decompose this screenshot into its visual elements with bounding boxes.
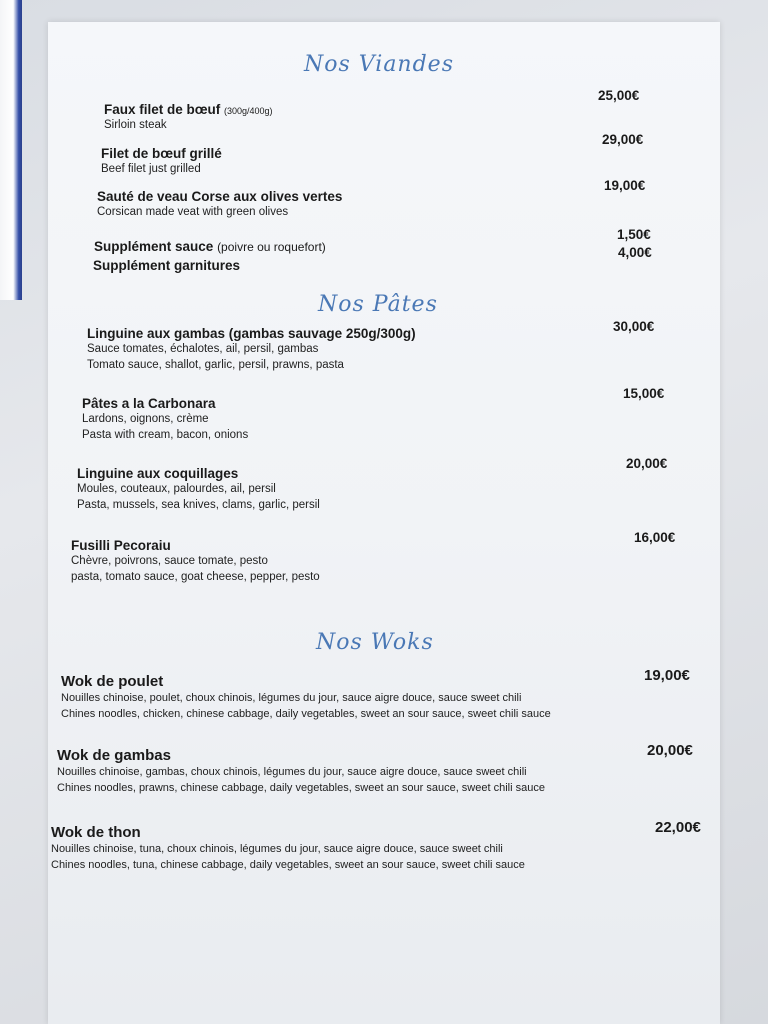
item-name: Filet de bœuf grillé (101, 146, 222, 161)
item-description: Nouilles chinoise, poulet, choux chinois, légumes du jour, sauce aigre douce, sauce sweet chili (61, 692, 522, 704)
item-name: Supplément garnitures (93, 258, 241, 273)
item-price: 20,00€ (626, 456, 668, 471)
section-title-woks: Nos Woks (316, 630, 434, 655)
item-description: Nouilles chinoise, gambas, choux chinois, légumes du jour, sauce aigre douce, sauce sweet chili (57, 766, 527, 778)
item-description: Sauce tomates, échalotes, ail, persil, gambas (87, 343, 319, 355)
item-description: Nouilles chinoise, tuna, choux chinois, légumes du jour, sauce aigre douce, sauce sweet chili (51, 843, 503, 855)
item-name: Pâtes a la Carbonara (82, 396, 216, 411)
item-description: Tomato sauce, shallot, garlic, persil, prawns, pasta (87, 359, 344, 371)
menu-item (93, 258, 240, 273)
item-price: 19,00€ (604, 178, 646, 193)
item-price: 15,00€ (623, 386, 665, 401)
item-price: 25,00€ (598, 88, 640, 103)
menu-item (94, 239, 326, 254)
item-description: Pasta, mussels, sea knives, clams, garlic, persil (77, 499, 320, 511)
item-price: 29,00€ (602, 132, 644, 147)
item-description: Moules, couteaux, palourdes, ail, persil (77, 483, 276, 495)
item-price: 19,00€ (644, 667, 690, 684)
item-description: Chines noodles, tuna, chinese cabbage, daily vegetables, sweet an sour sauce, sweet chili sauce (51, 859, 525, 871)
item-name: Wok de poulet (61, 673, 164, 690)
item-price: 30,00€ (613, 319, 655, 334)
menu-item (71, 538, 320, 585)
menu-item (51, 824, 525, 873)
menu-item (82, 396, 248, 443)
item-name: Wok de thon (51, 824, 141, 841)
menu-item (104, 102, 273, 133)
item-price: 20,00€ (647, 742, 693, 759)
item-note: (poivre ou roquefort) (217, 240, 326, 254)
item-description: Chines noodles, prawns, chinese cabbage, daily vegetables, sweet an sour sauce, sweet chili sauce (57, 782, 545, 794)
item-name: Fusilli Pecoraiu (71, 538, 171, 553)
item-note: (300g/400g) (224, 106, 273, 116)
item-description: Beef filet just grilled (101, 163, 201, 175)
item-name: Faux filet de bœuf (104, 102, 221, 117)
menu-item (87, 326, 416, 373)
item-name: Supplément sauce (94, 239, 214, 254)
section-title-pates: Nos Pâtes (318, 292, 438, 317)
section-title-viandes: Nos Viandes (304, 52, 454, 77)
menu-item (97, 189, 342, 220)
item-description: Sirloin steak (104, 119, 167, 131)
menu-item (77, 466, 320, 513)
item-price: 22,00€ (655, 819, 701, 836)
item-description: Pasta with cream, bacon, onions (82, 429, 249, 441)
binder-edge (0, 0, 22, 300)
item-description: Chèvre, poivrons, sauce tomate, pesto (71, 555, 268, 567)
menu-item (57, 747, 545, 796)
item-price: 4,00€ (618, 245, 652, 260)
item-name: Sauté de veau Corse aux olives vertes (97, 189, 343, 204)
item-description: pasta, tomato sauce, goat cheese, pepper, pesto (71, 571, 320, 583)
item-name: Wok de gambas (57, 747, 171, 764)
menu-item (101, 146, 222, 177)
item-price: 1,50€ (617, 227, 651, 242)
item-name: Linguine aux coquillages (77, 466, 239, 481)
item-description: Chines noodles, chicken, chinese cabbage, daily vegetables, sweet an sour sauce, sweet chili sauce (61, 708, 551, 720)
menu-page (48, 22, 720, 1024)
item-description: Corsican made veat with green olives (97, 206, 289, 218)
item-price: 16,00€ (634, 530, 676, 545)
menu-item (61, 673, 551, 722)
item-name: Linguine aux gambas (gambas sauvage 250g/300g) (87, 326, 416, 341)
item-description: Lardons, oignons, crème (82, 413, 209, 425)
